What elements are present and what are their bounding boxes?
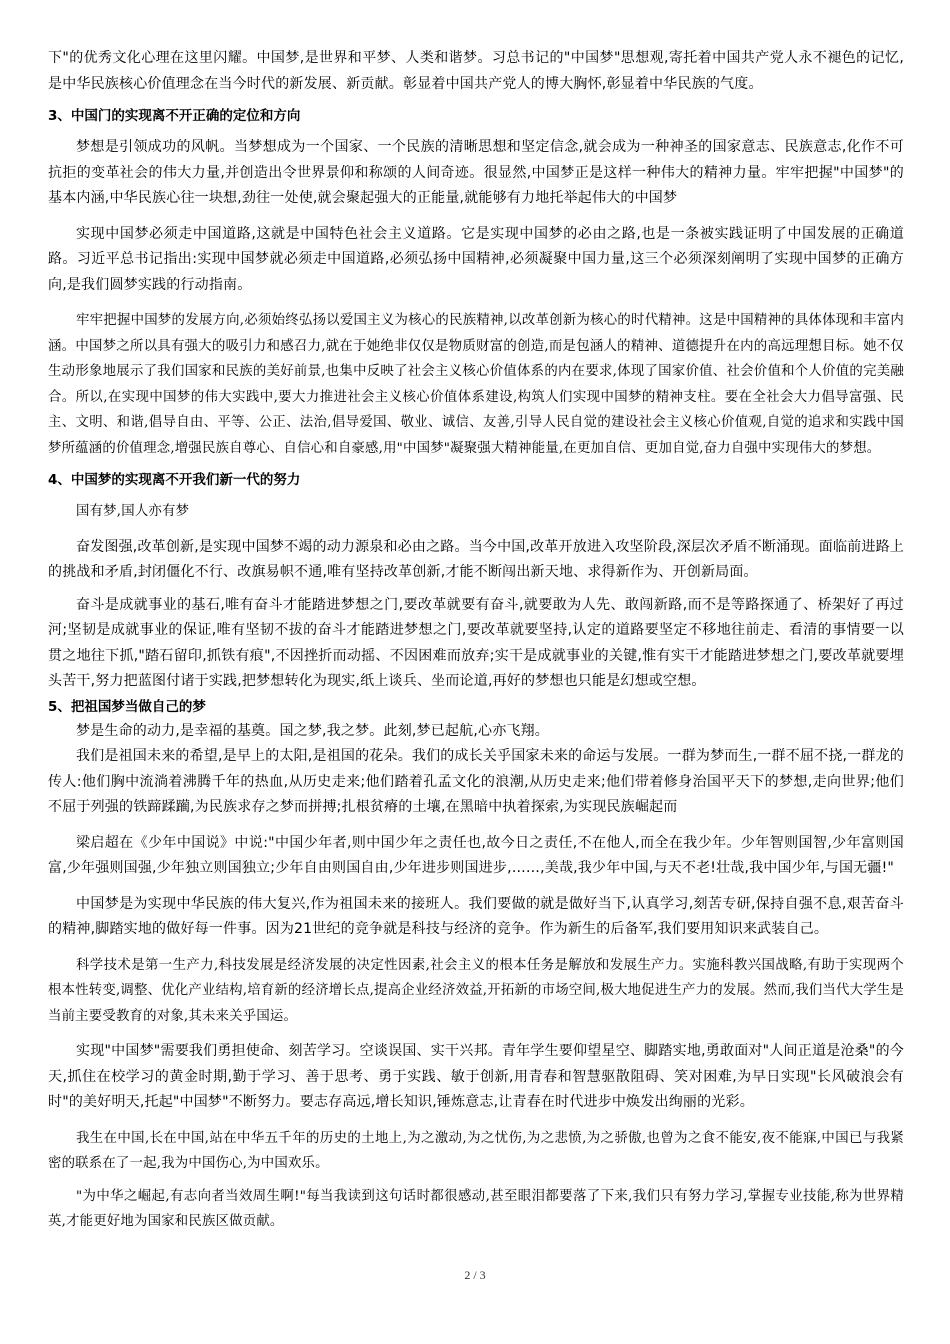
section-heading-3: 3、中国门的实现离不开正确的定位和方向 [48, 108, 301, 124]
paragraph: 国有梦,国人亦有梦 [76, 504, 190, 519]
paragraph: 我生在中国,长在中国,站在中华五千年的历史的土地上,为之激动,为之忧伤,为之悲愤,为之骄傲,也曾为之食不能安,夜不能寐,中国已与我紧密的联系在了一起,我为中国伤心,为中国欢乐。 [48, 1130, 904, 1171]
paragraph-intro: 下"的优秀文化心理在这里闪耀。中国梦,是世界和平梦、人类和谐梦。习总书记的"中国梦"思想观,寄托着中国共产党人永不褪色的记忆,是中华民族核心价值理念在当今时代的新发展、新贡献。彰显着中国共产党人的博大胸怀,彰显着中华民族的气度。 [48, 50, 904, 92]
paragraph: "为中华之崛起,有志向者当效周生啊!"每当我读到这句话时都很感动,甚至眼泪都要落了下来,我们只有努力学习,掌握专业技能,称为世界精英,才能更好地为国家和民族区做贡献。 [48, 1188, 904, 1229]
paragraph: 梁启超在《少年中国说》中说:"中国少年者,则中国少年之责任也,故今日之责任,不在他人,而全在我少年。少年智则国智,少年富则国富,少年强则国强,少年独立则国独立;少年自由则国自由,少年进步则国进步,……,美哉,我少年中国,与天不老!壮哉,我中国少年,与国无疆!" [48, 834, 904, 876]
page-number: 2 / 3 [464, 1268, 486, 1282]
section-heading-4: 4、中国梦的实现离不开我们新一代的努力 [48, 472, 301, 488]
paragraph: 奋发图强,改革创新,是实现中国梦不竭的动力源泉和必由之路。当今中国,改革开放进入攻坚阶段,深层次矛盾不断涌现。面临前进路上的挑战和矛盾,封闭僵化不行、改旗易帜不通,唯有坚持改革创新,才能不断闯出新天地、求得新作为、开创新局面。 [48, 538, 904, 580]
paragraph: 实现"中国梦"需要我们勇担使命、刻苦学习。空谈误国、实干兴邦。青年学生要仰望星空、脚踏实地,勇敢面对"人间正道是沧桑"的今天,抓住在校学习的黄金时期,勤于学习、善于思考、勇于实践、敏于创新,用青春和智慧驱散阻碍、笑对困难,为早日实现"长风破浪会有时"的美好明天,托起"中国梦"不断努力。要志存高远,增长知识,锤炼意志,让青春在时代进步中焕发出绚丽的光彩。 [48, 1043, 904, 1110]
section-heading-5: 5、把祖国梦当做自己的梦 [48, 698, 206, 715]
paragraph: 牢牢把握中国梦的发展方向,必须始终弘扬以爱国主义为核心的民族精神,以改革创新为核心的时代精神。这是中国精神的具体体现和丰富内涵。中国梦之所以具有强大的吸引力和感召力,就在于她绝非仅仅是物质财富的创造,而是包涵人的精神、道德提升在内的高远理想目标。她不仅生动形象地展示了我们国家和民族的美好前景,也集中反映了社会主义核心价值体系的内在要求,体现了国家价值、社会价值和个人价值的完美融合。所以,在实现中国梦的伟大实践中,要大力推进社会主义核心价值体系建设,构筑人们实现中国梦的精神支柱。要在全社会大力倡导富强、民主、文明、和谐,倡导自由、平等、公正、法治,倡导爱国、敬业、诚信、友善,引导人民自觉的建设社会主义核心价值观,自觉的追求和实践中国梦所蕴涵的价值理念,增强民族自尊心、自信心和自豪感,用"中国梦"凝聚强大精神能量,在更加自信、更加自觉,奋力自强中实现伟大的梦想。 [48, 313, 904, 456]
paragraph: 我们是祖国未来的希望,是早上的太阳,是祖国的花朵。我们的成长关乎国家未来的命运与发展。一群为梦而生,一群不屈不挠,一群龙的传人:他们胸中流淌着沸腾千年的热血,从历史走来;他们踏着孔孟文化的浪潮,从历史走来;他们带着修身治国平天下的梦想,走向世界;他们不屈于列强的铁蹄蹂躏,为民族求存之梦而拼搏;扎根贫瘠的土壤,在黑暗中执着探索,为实现民族崛起而 [48, 748, 904, 815]
paragraph: 奋斗是成就事业的基石,唯有奋斗才能踏进梦想之门,要改革就要有奋斗,就要敢为人先、敢闯新路,而不是等路探通了、桥架好了再过河;坚韧是成就事业的保证,唯有坚韧不拔的奋斗才能踏进梦想之门,要改革就要坚持,认定的道路要坚定不移地往前走、看清的事情要一以贯之地往下抓,"踏石留印,抓铁有痕",不因挫折而动摇、不因困难而放弃;实干是成就事业的关键,惟有实干才能踏进梦想之门,要改革就要埋头苦干,努力把蓝图付诸于实践,把梦想转化为现实,纸上谈兵、坐而论道,再好的梦想也只能是幻想或空想。 [48, 596, 904, 689]
paragraph: 中国梦是为实现中华民族的伟大复兴,作为祖国未来的接班人。我们要做的就是做好当下,认真学习,刻苦专研,保持自强不息,艰苦奋斗的精神,脚踏实地的做好每一件事。因为21世纪的竞争就是科技与经济的竞争。作为新生的后备军,我们要用知识来武装自己。 [48, 895, 904, 937]
document-body [48, 46, 904, 1235]
paragraph: 科学技术是第一生产力,科技发展是经济发展的决定性因素,社会主义的根本任务是解放和发展生产力。实施科教兴国战略,有助于实现两个根本性转变,调整、优化产业结构,培育新的经济增长点,提高企业经济效益,开拓新的市场空间,极大地促进生产力的发展。然而,我们当代大学生是当前主要受教育的对象,其未来关乎国运。 [48, 957, 904, 1024]
paragraph: 梦想是引领成功的风帆。当梦想成为一个国家、一个民族的清晰思想和坚定信念,就会成为一种神圣的国家意志、民族意志,化作不可抗拒的变革社会的伟大力量,并创造出令世界景仰和称颂的人间奇迹。很显然,中国梦正是这样一种伟大的精神力量。牢牢把握"中国梦"的基本内涵,中华民族心往一块想,劲往一处使,就会聚起强大的正能量,就能够有力地托举起伟大的中国梦 [48, 139, 904, 206]
paragraph: 实现中国梦必须走中国道路,这就是中国特色社会主义道路。它是实现中国梦的必由之路,也是一条被实践证明了中国发展的正确道路。习近平总书记指出:实现中国梦就必须走中国道路,必须弘扬中国精神,必须凝聚中国力量,这三个必须深刻阐明了实现中国梦的正确方向,是我们圆梦实践的行动指南。 [48, 225, 904, 293]
paragraph: 梦是生命的动力,是幸福的基奠。国之梦,我之梦。此刻,梦已起航,心亦飞翔。 [76, 722, 549, 739]
